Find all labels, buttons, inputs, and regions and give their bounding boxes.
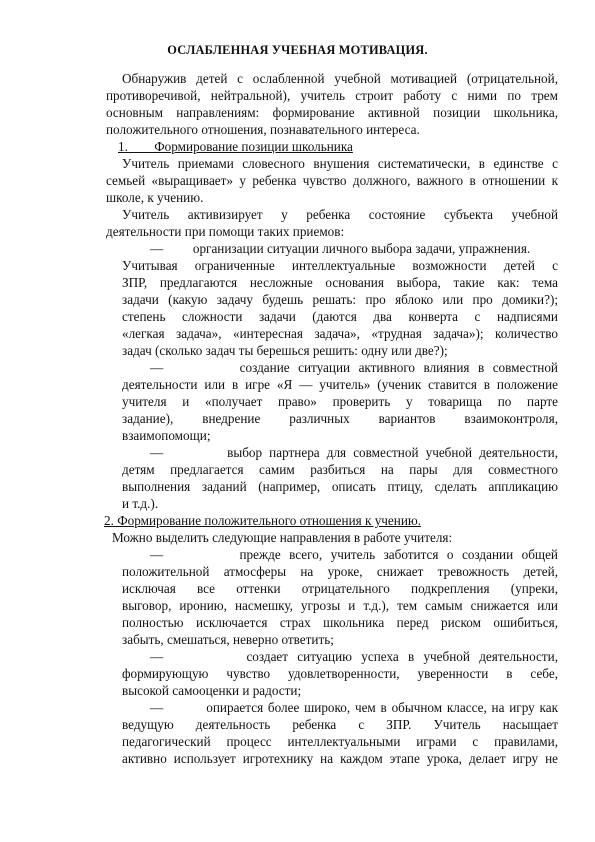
paragraph-line: деятельности при помощи таких приемов:	[106, 224, 345, 239]
paragraph-line: активно использует игротехнику на каждом этапе урока, делает игру не	[122, 751, 558, 766]
paragraph-line: задание), внедрение различных вариантов взаимоконтроля,	[122, 411, 558, 426]
section-heading-1: 1. Формирование позиции школьника	[118, 139, 353, 154]
paragraph-line: выговор, иронию, насмешку, угрозы и т.д.), тем самым снижается или	[122, 598, 558, 613]
paragraph-line: задач (сколько задач ты берешься решить: одну или две?);	[122, 343, 448, 358]
paragraph-line: высокой самооценки и радости;	[122, 683, 302, 698]
paragraph-line: положительной атмосферы на уроке, снижает тревожность детей,	[122, 564, 558, 579]
list-item-dash: — создание ситуации активного влияния в совместной	[150, 360, 558, 375]
list-item-dash: — выбор партнера для совместной учебной деятельности,	[150, 445, 558, 460]
paragraph-line: противоречивой, нейтральной), учитель строит работу с ними по трем	[106, 88, 558, 103]
paragraph-line: педагогический процесс интеллектуальными играми с правилами,	[122, 734, 558, 749]
section-heading-2: 2. Формирование положительного отношения к учению.	[104, 513, 422, 528]
paragraph-line: семьей «выращивает» у ребенка чувство должного, важного в отношении к	[106, 173, 558, 188]
paragraph-line: Учитывая ограниченные интеллектуальные возможности детей с	[122, 258, 558, 273]
paragraph-line: школе, к учению.	[106, 190, 204, 205]
paragraph-line: Можно выделить следующие направления в работе учителя:	[112, 530, 453, 545]
paragraph-line: Учитель активизирует у ребенка состояние субъекта учебной	[122, 207, 558, 222]
paragraph-line: ведущую деятельность ребенка с ЗПР. Учитель насыщает	[122, 717, 558, 732]
paragraph-line: задачи (какую задачу будешь решать: про яблоко или про домики?);	[122, 292, 558, 307]
paragraph-line: детям предлагается самим разбиться на пары для совместного	[122, 462, 558, 477]
paragraph-line: Учитель приемами словесного внушения систематически, в единстве с	[122, 156, 558, 171]
paragraph-line: выполнения заданий (например, описать птицу, сделать аппликацию	[122, 479, 558, 494]
paragraph-line: формирующую чувство удовлетворенности, уверенности в себе,	[122, 666, 558, 681]
paragraph-line: деятельности или в игре «Я — учитель» (ученик ставится в положение	[122, 377, 558, 392]
paragraph-line: положительного отношения, познавательного интереса.	[106, 122, 420, 137]
paragraph-line: учителя и «получает право» проверить у товарища по парте	[122, 394, 558, 409]
paragraph-line: «легкая задача», «интересная задача», «трудная задача»); количество	[122, 326, 558, 341]
paragraph-line: исключая все оттенки отрицательного подкрепления (упреки,	[122, 581, 558, 596]
paragraph-line: и т.д.).	[122, 496, 159, 511]
paragraph-line: ЗПР, предлагаются несложные основания выбора, такие как: тема	[122, 275, 558, 290]
paragraph-line: Обнаружив детей с ослабленной учебной мотивацией (отрицательной,	[122, 71, 558, 86]
list-item-dash: — прежде всего, учитель заботится о создании общей	[150, 547, 558, 562]
list-item-dash: — создает ситуацию успеха в учебной деятельности,	[150, 649, 558, 664]
paragraph-line: основным направлениям: формирование активной позиции школьника,	[106, 105, 558, 120]
list-item-dash: — опирается более широко, чем в обычном классе, на игру как	[150, 700, 558, 715]
paragraph-line: взаимопомощи;	[122, 428, 211, 443]
list-item-dash: — организации ситуации личного выбора задачи, упражнения.	[150, 241, 531, 256]
paragraph-line: забыть, смешаться, неверно ответить;	[122, 632, 334, 647]
paragraph-line: полностью исключается страх школьника перед риском ошибиться,	[122, 615, 558, 630]
paragraph-line: степень сложности задачи (даются два конверта с надписями	[122, 309, 558, 324]
document-title: ОСЛАБЛЕННАЯ УЧЕБНАЯ МОТИВАЦИЯ.	[167, 43, 428, 57]
